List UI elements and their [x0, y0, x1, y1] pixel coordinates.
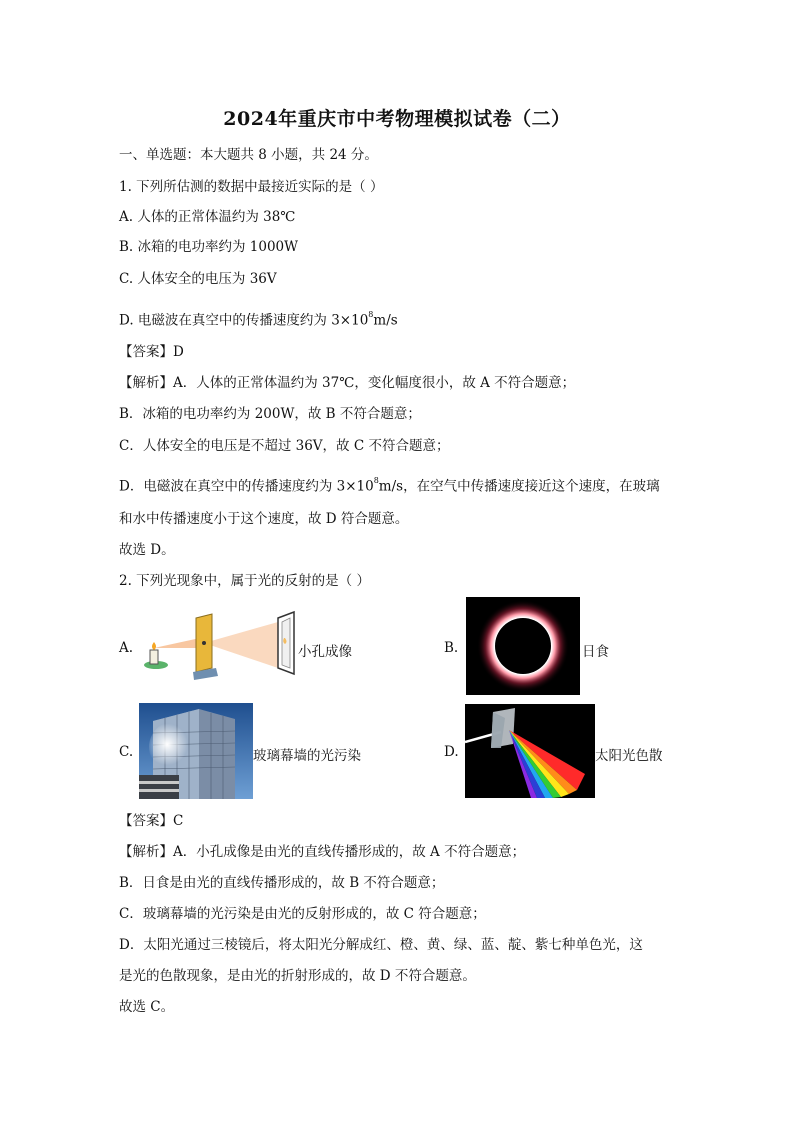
page-title: 2024年重庆市中考物理模拟试卷（二） — [223, 108, 571, 130]
section-heading: 一、单选题：本大题共 8 小题，共 24 分。 — [119, 147, 378, 163]
q2-option-a-letter: A. — [119, 640, 134, 656]
q1-stem: 1. 下列所估测的数据中最接近实际的是（ ） — [119, 179, 384, 195]
q1-option-a: A. 人体的正常体温约为 38℃ — [119, 209, 296, 225]
q2-option-d-caption: 太阳光色散 — [595, 748, 663, 764]
q1-option-d-text: D. 电磁波在真空中的传播速度约为 3×10 — [119, 312, 369, 329]
q2-stem: 2. 下列光现象中，属于光的反射的是（ ） — [119, 573, 370, 589]
pinhole-camera-diagram-icon — [138, 610, 298, 682]
q2-option-c-letter: C. — [119, 744, 134, 760]
q2-explanation-5: 是光的色散现象，是由光的折射形成的，故 D 不符合题意。 — [119, 968, 476, 984]
q2-option-a-caption: 小孔成像 — [298, 644, 352, 660]
q1-explanation-4-rest: m/s，在空气中传播速度接近这个速度，在玻璃 — [378, 478, 660, 495]
q1-option-d-unit: m/s — [373, 312, 398, 329]
q1-explanation-5: 和水中传播速度小于这个速度，故 D 符合题意。 — [119, 511, 409, 527]
q1-option-c: C. 人体安全的电压为 36V — [119, 271, 277, 287]
prism-dispersion-photo-icon — [465, 704, 595, 798]
solar-eclipse-photo-icon — [466, 597, 580, 695]
q2-option-b-letter: B. — [444, 640, 459, 656]
q1-option-b: B. 冰箱的电功率约为 1000W — [119, 239, 299, 255]
q2-option-c-caption: 玻璃幕墙的光污染 — [253, 748, 361, 764]
q1-explanation-3: C．人体安全的电压是不超过 36V，故 C 不符合题意； — [119, 438, 450, 454]
q1-explanation-4-text: D．电磁波在真空中的传播速度约为 3×10 — [119, 478, 374, 495]
q2-choice: 故选 C。 — [119, 999, 175, 1015]
glass-building-photo-icon — [139, 703, 253, 799]
q1-explanation-4-exponent: 8 — [373, 476, 379, 485]
q2-explanation-4: D．太阳光通过三棱镜后，将太阳光分解成红、橙、黄、绿、蓝、靛、紫七种单色光，这 — [119, 937, 643, 953]
q2-explanation-3: C．玻璃幕墙的光污染是由光的反射形成的，故 C 符合题意； — [119, 906, 486, 922]
q1-explanation-2: B．冰箱的电功率约为 200W，故 B 不符合题意； — [119, 406, 421, 422]
q1-answer: 【答案】D — [119, 344, 184, 360]
q1-explanation-1: 【解析】A．人体的正常体温约为 37℃，变化幅度很小，故 A 不符合题意； — [119, 375, 576, 391]
q2-explanation-1: 【解析】A．小孔成像是由光的直线传播形成的，故 A 不符合题意； — [119, 844, 526, 860]
q1-choice: 故选 D。 — [119, 542, 175, 558]
q2-option-d-letter: D. — [444, 744, 459, 760]
q2-answer: 【答案】C — [119, 813, 184, 829]
q1-option-d-exponent: 8 — [368, 310, 374, 319]
q2-explanation-2: B．日食是由光的直线传播形成的，故 B 不符合题意； — [119, 875, 445, 891]
q1-option-d — [119, 308, 398, 330]
q2-option-b-caption: 日食 — [582, 644, 609, 660]
q1-explanation-4 — [119, 474, 660, 496]
